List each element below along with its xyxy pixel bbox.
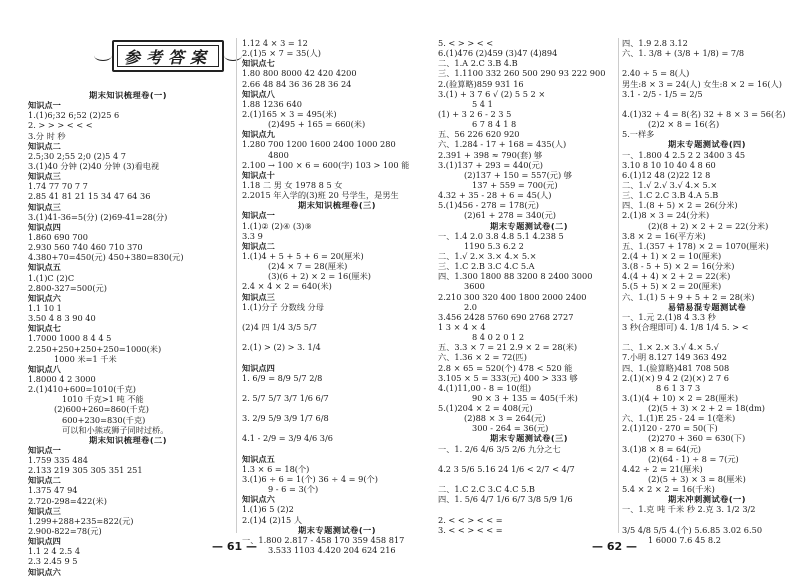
answer-line: 5.一样多 xyxy=(622,129,655,140)
answer-line: 二、1.√ 2.√ 3.√ 4.× 5.× xyxy=(622,179,718,190)
section-heading: 期末冲刺测试卷(一) xyxy=(668,494,746,505)
answer-column-4 xyxy=(622,38,792,545)
answer-line: 2.(1)120 - 270 = 50(下) xyxy=(622,423,718,434)
answer-line: 2.(验算略)859 931 16 xyxy=(438,78,524,89)
answer-line xyxy=(622,515,792,525)
answer-line: 2.(1) > (2) > 3. 1/4 xyxy=(242,342,321,353)
answer-line: 2.66 48 84 36 36 28 36 24 xyxy=(242,78,352,89)
title-text: 参考答案 xyxy=(123,47,212,67)
knowledge-point-heading: 知识点六 xyxy=(28,292,61,303)
answer-line: 2.(1)8 × 3 = 24(分米) xyxy=(622,210,710,221)
answer-line xyxy=(242,423,432,433)
answer-line: 2.100 → 100 × 6 = 600(字) 103 > 100 能 xyxy=(242,159,410,170)
section-heading: 易错易混专题测试卷 xyxy=(667,301,747,312)
answer-line: 2.(4 + 1) × 2 = 10(厘米) xyxy=(622,250,722,261)
answer-line: 三、1.C 2.C 3.B 4.A 5.B xyxy=(622,190,719,201)
knowledge-point-heading: 知识点五 xyxy=(28,262,61,273)
answer-line: 2. < < > < < = xyxy=(438,514,503,525)
answer-line: 1.299+288+235=822(元) xyxy=(28,515,134,526)
answer-line: 3.(1)8 × 8 = 64(元) xyxy=(622,443,701,454)
answer-line: (2)61 + 278 = 340(元) xyxy=(464,210,556,221)
answer-line: 3.8 × 2 = 16(平方米) xyxy=(622,230,706,241)
answer-line: 3600 xyxy=(464,281,485,292)
knowledge-point-heading: 知识点九 xyxy=(242,129,275,140)
answer-line: 3.10 8 10 10 40 4 8 60 xyxy=(622,159,716,170)
section-heading: 期末知识梳理卷(三) xyxy=(298,200,376,211)
answer-line: 2.(1)165 × 3 = 495(米) xyxy=(242,108,337,119)
knowledge-point-heading: 知识点四 xyxy=(28,221,61,232)
answer-line: 9 - 6 = 3(个) xyxy=(268,484,319,495)
answer-line: 四、1. 5/6 4/7 1/6 6/7 3/8 5/9 1/6 xyxy=(438,494,573,505)
answer-line: 1.80 800 8000 42 420 4200 xyxy=(242,68,357,79)
answer-line: 一、1. 2/6 4/6 3/5 2/6 九分之七 xyxy=(438,443,561,454)
answer-line: 四、1.300 1800 88 3200 8 2400 3000 xyxy=(438,271,593,282)
answer-line: 1.759 335 484 xyxy=(28,455,88,466)
answer-line: 300 - 264 = 36(元) xyxy=(472,423,549,434)
answer-line: 3 秒(合理即可) 4. 1/8 1/4 5. > < xyxy=(622,321,749,332)
answer-line: 90 × 3 + 135 = 405(千米) xyxy=(472,392,578,403)
answer-line: 五、56 226 620 920 xyxy=(438,129,520,140)
answer-line xyxy=(438,504,620,514)
knowledge-point-heading: 知识点七 xyxy=(242,58,275,69)
section-heading: 期末专题测试卷(四) xyxy=(668,139,746,150)
answer-line: 5.4 × 2 × 2 = 16(千米) xyxy=(622,484,715,495)
answer-line: 一、1.800 4 2.5 2 2 3400 3 45 xyxy=(622,149,746,160)
answer-line: 5 4 1 xyxy=(472,98,493,109)
answer-line: 二、1.√ 2.× 3.× 4.× 5.× xyxy=(438,250,537,261)
knowledge-point-heading: 知识点八 xyxy=(28,363,61,374)
answer-line: 4.42 ÷ 2 = 21(厘米) xyxy=(622,463,703,474)
answer-line: 2.(1)(×) 9 4 2 (2)(×) 2 7 6 xyxy=(622,372,729,383)
answer-line: 六、1.284 - 17 + 168 = 435(人) xyxy=(438,139,567,150)
answer-line: 2.40 ÷ 5 = 8(人) xyxy=(622,68,690,79)
section-heading: 期末知识梳理卷(一) xyxy=(89,90,167,100)
answer-line: 4.(1)11,00 - 8 = 10(组) xyxy=(438,382,532,393)
column-divider xyxy=(236,38,237,533)
page-number-left: — 61 — xyxy=(212,540,257,553)
answer-line: (2)(5 + 3) × 2 + 2 = 18(dm) xyxy=(648,403,765,414)
answer-line: 1.7000 1000 8 4 4 5 xyxy=(28,333,112,344)
answer-line: 五、3.3 × 7 = 21 2.9 × 2 = 28(米) xyxy=(438,342,578,353)
answer-line: 4.32 + 35 - 28 + 6 = 45(人) xyxy=(438,190,552,201)
answer-line xyxy=(622,99,792,109)
knowledge-point-heading: 知识点四 xyxy=(242,362,275,373)
answer-line: (1) + 3 2 6 - 2 3 5 xyxy=(438,108,512,119)
answer-line: 1. 6/9 = 8/9 5/7 2/8 xyxy=(242,372,323,383)
answer-line: 二、1.A 2.C 3.B 4.B xyxy=(438,58,518,69)
answer-line xyxy=(438,454,620,464)
section-heading: 期末专题测试卷(二) xyxy=(490,220,568,231)
answer-line: 2.4 × 4 × 2 = 640(米) xyxy=(242,281,332,292)
answer-line: 3.(1) + 3 7 6 √ (2) 5 5 2 × xyxy=(438,88,546,99)
answer-line: 3.(1)6 ÷ 6 = 1(个) 36 ÷ 4 = 9(个) xyxy=(242,474,378,485)
answer-line: 二、1.C 2.C 3.C 4.C 5.B xyxy=(438,484,535,495)
answer-line: 3.分 时 秒 xyxy=(28,130,66,141)
answer-line: 1190 5.3 6.2 2 xyxy=(464,240,524,251)
answer-line: 1.(1)4 + 5 + 5 + 6 = 20(厘米) xyxy=(242,250,364,261)
section-heading: 期末专题测试卷(三) xyxy=(490,433,568,444)
answer-line: 一、1.800 2.817 - 458 170 359 458 817 xyxy=(242,534,405,545)
answer-line: 六、1.36 × 2 = 72(匹) xyxy=(438,352,527,363)
answer-line: 4.1 - 2/9 = 3/9 4/6 3/6 xyxy=(242,433,333,444)
answer-line xyxy=(242,444,432,454)
answer-line: 六、1. 3/8 + (3/8 + 1/8) = 7/8 xyxy=(622,48,745,59)
answer-line xyxy=(242,352,432,362)
answer-line: 2.0 xyxy=(464,301,478,312)
answer-line: 五、1.(357 + 178) × 2 = 1070(厘米) xyxy=(622,240,769,251)
knowledge-point-heading: 知识点三 xyxy=(28,171,61,182)
answer-line: 2.85 41 81 21 15 34 47 64 36 xyxy=(28,191,151,202)
section-heading: 期末专题测试卷(一) xyxy=(298,524,376,535)
answer-line: 1000 米=1 千米 xyxy=(54,353,117,364)
answer-line: 8 4 0 2 0 1 2 xyxy=(472,332,525,343)
answer-line: 2.(1)5 × 7 = 35(人) xyxy=(242,48,321,59)
answer-line: 2.3 2.45 9 5 xyxy=(28,556,78,567)
answer-column-3 xyxy=(438,38,620,535)
answer-line: 5. < > > < < xyxy=(438,38,494,48)
knowledge-point-heading: 知识点一 xyxy=(28,444,61,455)
answer-line: (2)270 + 360 = 630(下) xyxy=(648,433,746,444)
knowledge-point-heading: 知识点六 xyxy=(242,494,275,505)
answer-line: 1.18 二 男 女 1978 8 5 女 xyxy=(242,179,343,190)
answer-line: 5.(5 + 5) × 2 = 20(厘米) xyxy=(622,281,722,292)
answer-line: 2.210 300 320 400 1800 2000 2400 xyxy=(438,291,587,302)
answer-line: 四、1.9 2.8 3.12 xyxy=(622,38,688,48)
answer-line: (2)4 × 7 = 28(厘米) xyxy=(268,261,348,272)
answer-line: (2)137 + 150 = 557(元) 够 xyxy=(464,169,572,180)
answer-line: 3. 2/9 5/9 3/9 1/7 6/8 xyxy=(242,413,329,424)
answer-line xyxy=(242,332,432,342)
answer-line: 600+230=830(千克) xyxy=(62,414,146,425)
answer-line: 1.12 4 × 3 = 12 xyxy=(242,38,308,48)
knowledge-point-heading: 知识点一 xyxy=(28,100,61,111)
answer-line: 3.456 2428 5760 690 2768 2727 xyxy=(438,311,574,322)
answer-line: 1.1 2 4 2.5 4 xyxy=(28,546,81,557)
answer-line: 7.小明 8.127 149 363 492 xyxy=(622,352,727,363)
answer-line: 2. 5/7 5/7 3/7 1/6 6/7 xyxy=(242,392,329,403)
answer-line xyxy=(242,383,432,393)
page-number-right: — 62 — xyxy=(592,540,637,553)
answer-line: 1.74 77 70 7 7 xyxy=(28,181,88,192)
answer-line: 六、1.(1)E 25 - 24 = 1(毫米) xyxy=(622,413,736,424)
answer-line xyxy=(622,58,792,68)
answer-line: 1.8000 4 2 3000 xyxy=(28,373,96,384)
knowledge-point-heading: 知识点二 xyxy=(28,475,61,486)
answer-line: 1.(1)6 5 (2)2 xyxy=(242,504,294,515)
answer-line: 一、1.元 2.(1)8 4 3.3 秒 xyxy=(622,311,716,322)
answer-line: (2)495 + 165 = 660(米) xyxy=(268,119,366,130)
answer-line: 2.930 560 740 460 710 370 xyxy=(28,242,143,253)
knowledge-point-heading: 知识点二 xyxy=(28,140,61,151)
answer-line: 一、1.克 吨 千米 秒 2.克 3. 1/2 3/2 xyxy=(622,504,756,515)
answer-line xyxy=(622,332,792,342)
section-heading: 期末知识梳理卷(二) xyxy=(89,434,167,445)
answer-line: 1 6000 7.6 45 8.2 xyxy=(648,534,721,545)
answer-line: 3.50 4 8 3 90 40 xyxy=(28,313,96,324)
answer-line: 1.88 1236 640 xyxy=(242,98,302,109)
answer-line: 1.280 700 1200 1600 2400 1000 280 xyxy=(242,139,396,150)
answer-line: (3)(6 + 2) × 2 = 16(厘米) xyxy=(268,271,371,282)
answer-line xyxy=(242,403,432,413)
answer-line: 1 3 × 4 × 4 xyxy=(438,321,486,332)
answer-line: 1.(1)C (2)C xyxy=(28,272,75,283)
answer-key-title xyxy=(112,40,224,72)
answer-line: 2.2015 年入学的(3)班 20 号学生，是男生 xyxy=(242,190,399,201)
answer-line: 2.(1)410+600=1010(千克) xyxy=(28,384,136,395)
answer-line: 2.250+250+250+250=1000(米) xyxy=(28,343,162,354)
answer-line: 3.(1)41-36=5(分) (2)69-41=28(分) xyxy=(28,211,168,222)
answer-column-1 xyxy=(28,90,228,577)
answer-line: 137 + 559 = 700(元) xyxy=(472,179,558,190)
answer-line: (2)(5 + 3) × 3 = 8(厘米) xyxy=(648,474,746,485)
answer-line: 1.375 47 94 xyxy=(28,485,78,496)
knowledge-point-heading: 知识点一 xyxy=(242,210,275,221)
answer-line: (2)4 四 1/4 3/5 5/7 xyxy=(242,321,317,332)
answer-line: 3.(1)(4 + 10) × 2 = 28(厘米) xyxy=(622,392,739,403)
knowledge-point-heading: 知识点六 xyxy=(28,566,61,577)
right-flourish-decoration xyxy=(224,50,242,61)
answer-line: 男生:8 × 3 = 24(人) 女生:8 × 2 = 16(人) xyxy=(622,78,782,89)
answer-line: 三、1.1100 332 260 500 290 93 222 900 xyxy=(438,68,606,79)
knowledge-point-heading: 知识点三 xyxy=(242,291,275,302)
answer-line: 1.1 10 1 xyxy=(28,302,62,313)
knowledge-point-heading: 知识点三 xyxy=(28,505,61,516)
answer-line: 1.(1)分子 分数线 分母 xyxy=(242,301,324,312)
answer-line: 6.(1)476 (2)459 (3)47 (4)894 xyxy=(438,48,558,59)
answer-column-2 xyxy=(242,38,432,555)
answer-line: 2.720-298=422(米) xyxy=(28,495,107,506)
knowledge-point-heading: 知识点七 xyxy=(28,323,61,334)
answer-line: (2)(64 - 1) ÷ 8 = 7(元) xyxy=(648,453,739,464)
answer-line: 2.5;30 2;55 2;0 (2)5 4 7 xyxy=(28,150,126,161)
answer-line: 二、1.× 2.× 3.√ 4.× 5.√ xyxy=(622,342,719,353)
answer-line: 4.2 3 5/6 5.16 24 1/6 < 2/7 < 4/7 xyxy=(438,463,575,474)
answer-line: 3/5 4/8 5/5 4.(个) 5.6.85 3.02 6.50 xyxy=(622,524,763,535)
answer-line: 六、1.(1) 5 + 9 + 5 + 2 = 28(米) xyxy=(622,291,755,302)
answer-line: 4.(1)32 ÷ 4 = 8(名) 32 + 8 × 3 = 56(名) xyxy=(622,108,786,119)
answer-line: 2.8 × 65 = 520(个) 478 < 520 能 xyxy=(438,362,573,373)
knowledge-point-heading: 知识点三 xyxy=(28,201,61,212)
answer-line: (2)(8 + 2) × 2 + 2 = 22(分米) xyxy=(648,220,769,231)
answer-line: 5.(1)204 × 2 = 408(元) xyxy=(438,403,533,414)
answer-line: 6.(1)12 48 (2)22 12 8 xyxy=(622,169,711,180)
answer-line: 1.860 690 700 xyxy=(28,231,88,242)
answer-line: 6 7 8 4 1 8 xyxy=(472,119,517,130)
answer-line: (2)600+260=860(千克) xyxy=(54,404,149,415)
answer-line: 四、1.(验算略)481 708 508 xyxy=(622,362,730,373)
knowledge-point-heading: 知识点四 xyxy=(28,536,61,547)
answer-line: 3.3 9 xyxy=(242,230,263,241)
left-flourish-decoration xyxy=(94,50,112,61)
answer-line: 可以和小熊或狮子同时过桥。 xyxy=(62,424,169,435)
answer-line: 8 6 1 3 7 3 xyxy=(656,382,701,393)
answer-line: 一、1.4 2.0 3.8 4.8 5.1 4.238 5 xyxy=(438,230,564,241)
answer-line: 3. < < > < < = xyxy=(438,524,503,535)
answer-line: 1.(1)6;32 6;52 (2)25 6 xyxy=(28,110,120,121)
answer-line: 3.(8 - 5 + 5) × 2 = 16(分米) xyxy=(622,261,735,272)
answer-line: 3.(1)137 + 293 = 440(元) xyxy=(438,159,543,170)
answer-line: 5.(1)456 - 278 = 178(元) xyxy=(438,200,539,211)
answer-line: 2. > > > < < < xyxy=(28,120,93,131)
answer-line: 2.(1)4 (2)15 人 xyxy=(242,514,303,525)
answer-line: 4800 xyxy=(268,149,289,160)
answer-line: 三、1.C 2.B 3.C 4.C 5.A xyxy=(438,261,535,272)
answer-line: (2)88 × 3 = 264(元) xyxy=(464,413,546,424)
answer-line: 4.380+70=450(元) 450+380=830(元) xyxy=(28,252,184,263)
knowledge-point-heading: 知识点二 xyxy=(242,240,275,251)
answer-line: 3.105 × 5 = 333(元) 400 > 333 够 xyxy=(438,372,578,383)
answer-line: 3.533 1103 4.420 204 624 216 xyxy=(268,545,396,556)
answer-line: 2.800-327=500(元) xyxy=(28,282,107,293)
answer-line: 2.900-822=78(元) xyxy=(28,526,102,537)
answer-line: 4.(4 + 4) × 2 + 2 = 22(米) xyxy=(622,271,731,282)
answer-line: 3.(1)40 分钟 (2)40 分钟 (3)看电视 xyxy=(28,160,160,171)
answer-line: 3.1 - 2/5 - 1/5 = 2/5 xyxy=(622,88,703,99)
answer-line xyxy=(438,474,620,484)
answer-line: (2)2 × 8 = 16(名) xyxy=(648,119,720,130)
answer-line: 2.391 + 398 ≈ 790(套) 够 xyxy=(438,149,543,160)
answer-line: 1010 千克>1 吨 不能 xyxy=(62,394,144,405)
answer-line: 1.(1)② (2)④ (3)⑨ xyxy=(242,220,312,231)
knowledge-point-heading: 知识点八 xyxy=(242,88,275,99)
answer-line: 2.133 219 305 305 351 251 xyxy=(28,465,143,476)
answer-line: 四、1.(8 + 5) × 2 = 26(分米) xyxy=(622,200,738,211)
knowledge-point-heading: 知识点十 xyxy=(242,169,275,180)
answer-line xyxy=(242,312,432,322)
knowledge-point-heading: 知识点五 xyxy=(242,453,275,464)
answer-line: 1.3 × 6 = 18(个) xyxy=(242,463,310,474)
